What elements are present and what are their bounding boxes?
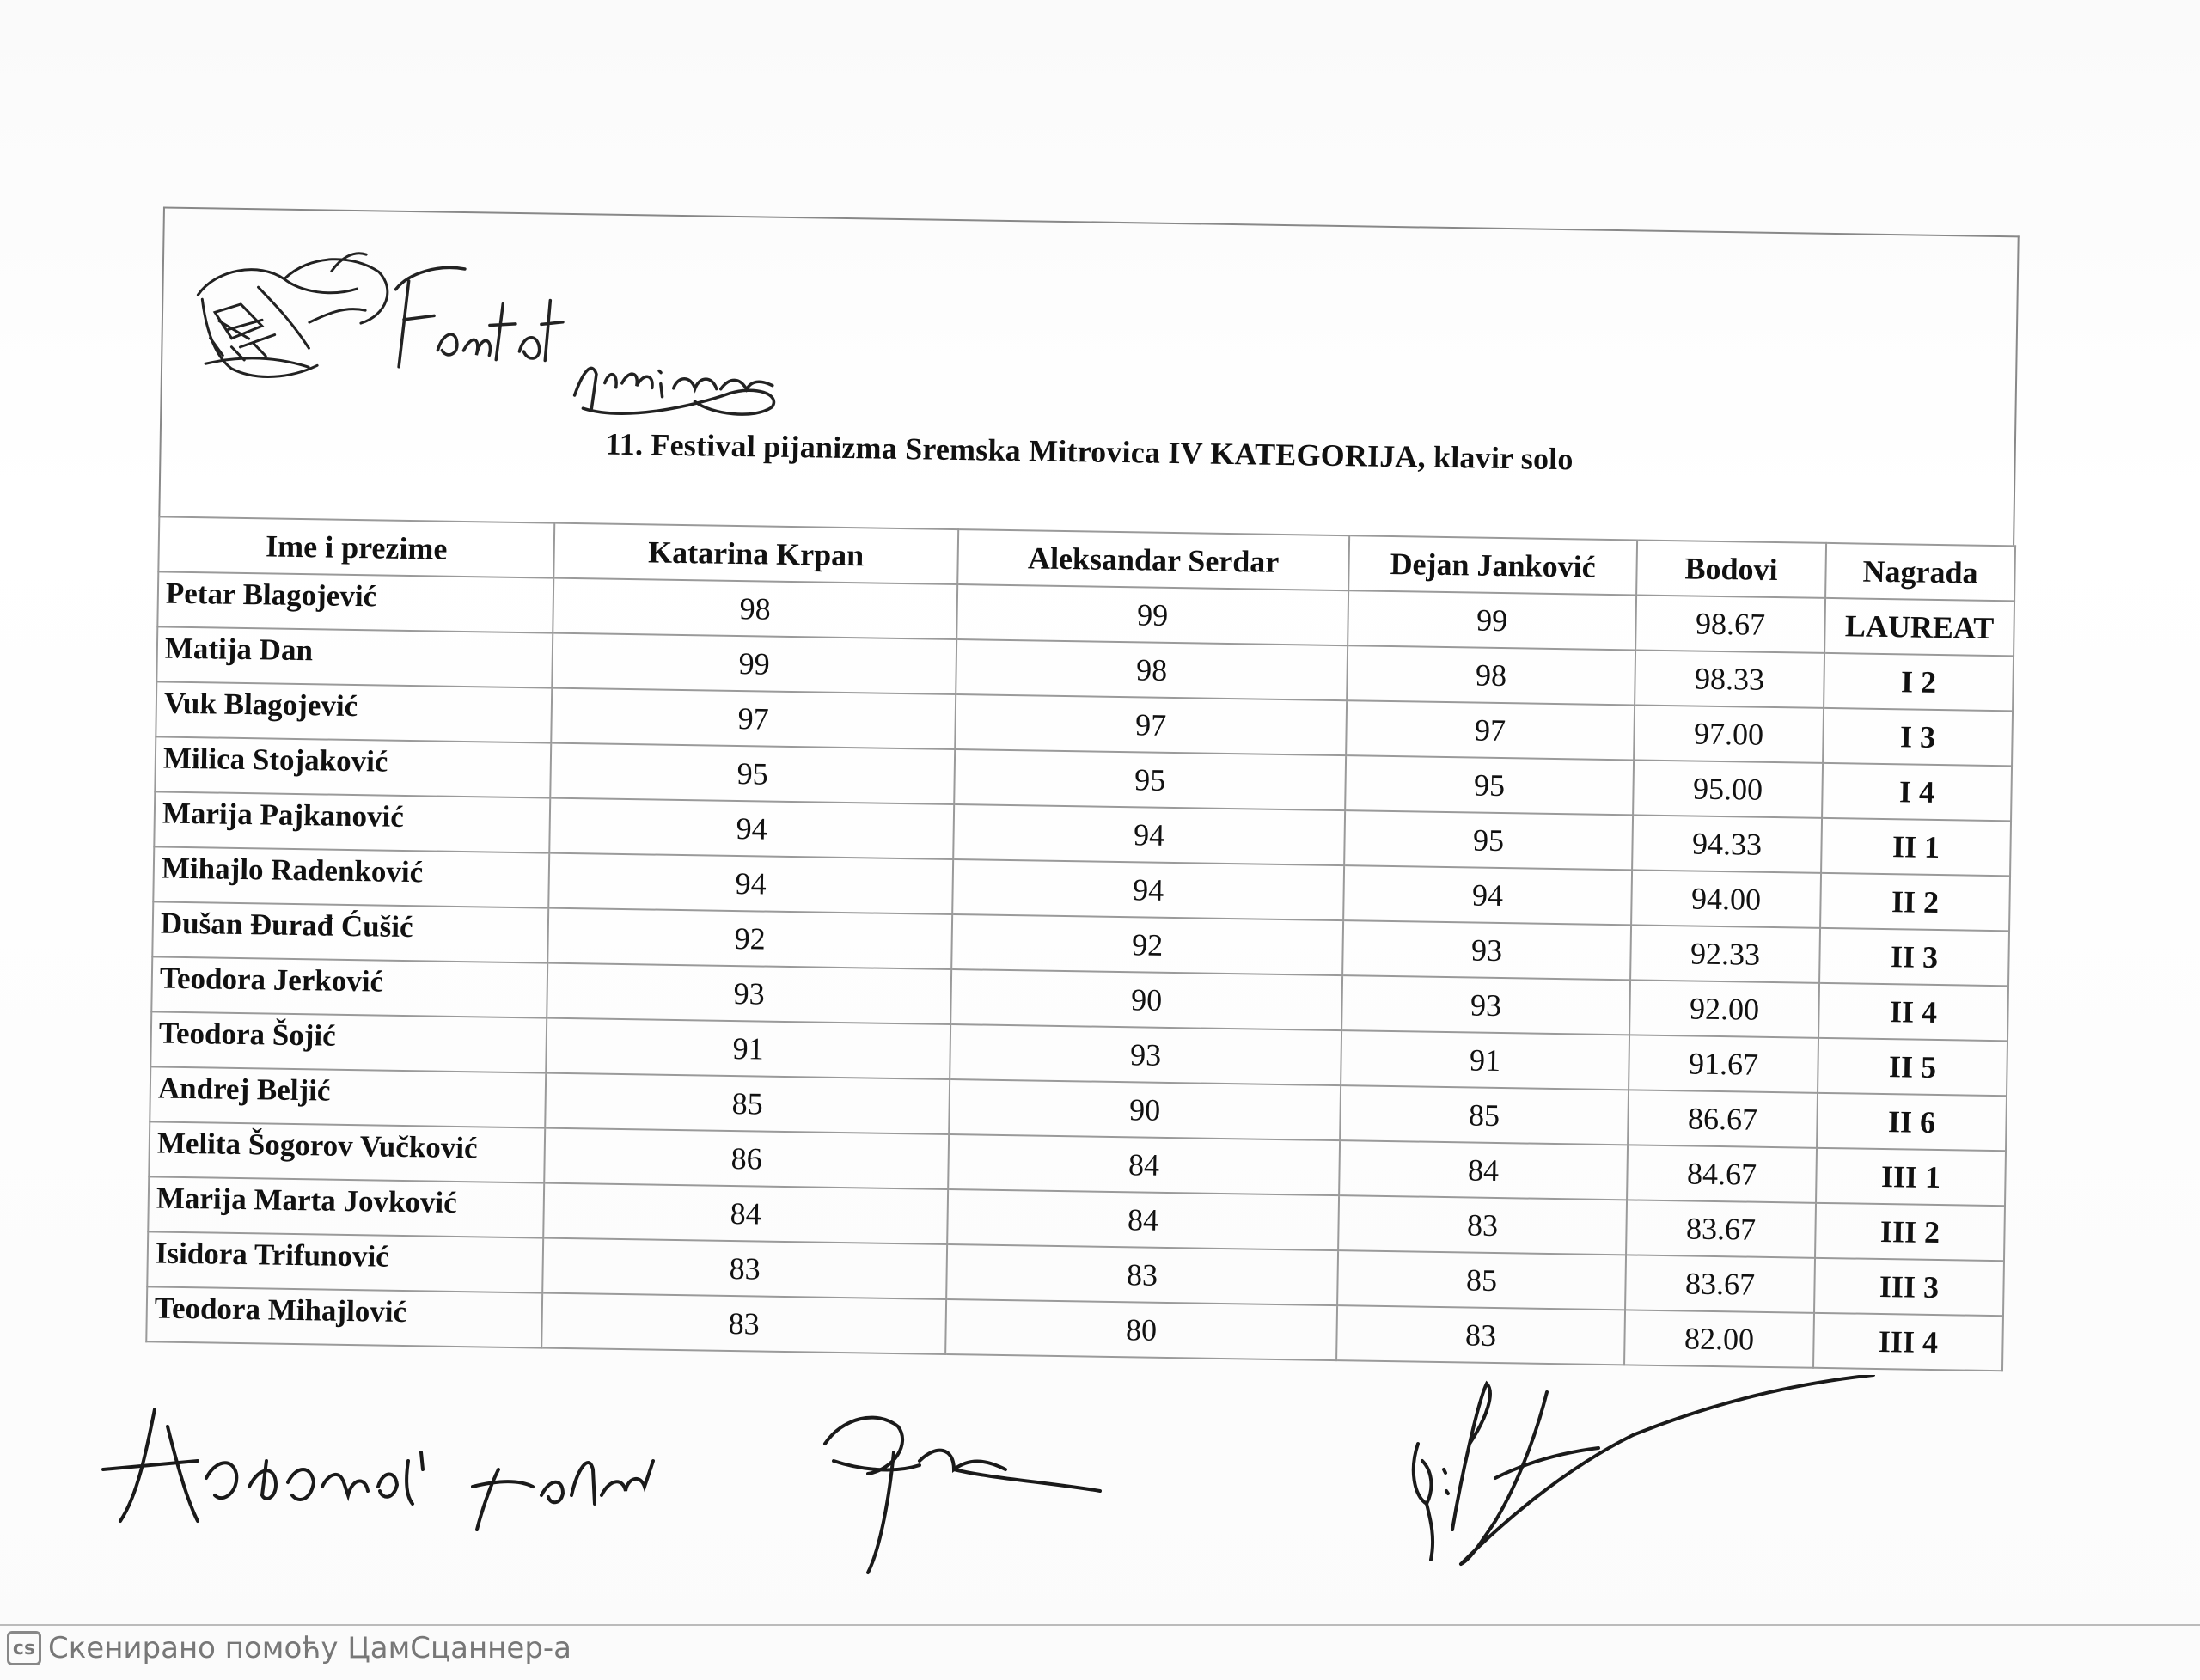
total-points: 84.67 <box>1627 1145 1817 1202</box>
contestant-name: Teodora Jerković <box>151 956 547 1017</box>
header-points: Bodovi <box>1636 540 1826 597</box>
contestant-name: Andrej Beljić <box>150 1066 546 1127</box>
signature-aleksandar-serdar <box>103 1409 653 1530</box>
award: II 2 <box>1820 873 2010 931</box>
score-juror-1: 83 <box>541 1293 946 1354</box>
document-sheet <box>119 206 2028 1439</box>
score-juror-2: 90 <box>950 969 1342 1030</box>
score-juror-3: 93 <box>1341 975 1630 1035</box>
total-points: 98.67 <box>1635 595 1825 652</box>
award: III 4 <box>1813 1313 2003 1371</box>
award: I 2 <box>1824 653 2014 711</box>
score-juror-1: 85 <box>545 1073 950 1134</box>
score-juror-2: 94 <box>952 859 1344 920</box>
score-juror-2: 97 <box>955 694 1347 755</box>
total-points: 97.00 <box>1634 705 1824 762</box>
award: I 4 <box>1822 763 2012 821</box>
results-table <box>145 516 2016 1371</box>
score-juror-3: 85 <box>1337 1250 1626 1310</box>
score-juror-3: 98 <box>1347 645 1635 705</box>
contestant-name: Melita Šogorov Vučković <box>149 1121 545 1182</box>
score-juror-3: 93 <box>1342 920 1631 980</box>
total-points: 98.33 <box>1635 650 1824 707</box>
score-juror-2: 94 <box>953 804 1345 865</box>
score-juror-2: 93 <box>950 1024 1341 1085</box>
score-juror-2: 84 <box>948 1134 1340 1195</box>
award: II 1 <box>1821 818 2011 876</box>
page-bottom-rule <box>0 1624 2200 1626</box>
award: III 3 <box>1814 1258 2004 1316</box>
total-points: 94.33 <box>1632 815 1822 872</box>
score-juror-3: 83 <box>1338 1195 1627 1255</box>
score-juror-3: 97 <box>1346 700 1635 760</box>
total-points: 92.33 <box>1630 925 1820 982</box>
score-juror-3: 95 <box>1345 755 1634 815</box>
total-points: 94.00 <box>1631 870 1821 927</box>
score-juror-3: 91 <box>1341 1030 1629 1090</box>
score-juror-2: 80 <box>945 1299 1337 1360</box>
scanner-watermark <box>7 1629 571 1667</box>
contestant-name: Milica Stojaković <box>155 736 551 797</box>
contestant-name: Marija Marta Jovković <box>148 1176 544 1237</box>
score-juror-2: 98 <box>956 639 1348 700</box>
score-juror-1: 84 <box>543 1183 948 1244</box>
score-juror-1: 97 <box>551 688 956 749</box>
camscanner-icon: cs <box>7 1631 41 1665</box>
contestant-name: Marija Pajkanović <box>154 791 550 852</box>
score-juror-1: 95 <box>550 743 955 804</box>
total-points: 82.00 <box>1624 1310 1814 1367</box>
contestant-name: Teodora Mihajlović <box>146 1286 542 1347</box>
total-points: 83.67 <box>1625 1255 1815 1312</box>
score-juror-2: 95 <box>954 749 1346 810</box>
score-juror-1: 94 <box>549 798 954 859</box>
total-points: 95.00 <box>1633 760 1823 817</box>
award: II 6 <box>1817 1093 2007 1151</box>
piano-sketch-icon <box>197 251 388 379</box>
contestant-name: Petar Blagojević <box>157 571 553 632</box>
header-juror-2: Aleksandar Serdar <box>957 529 1349 590</box>
contestant-name: Dušan Đurađ Ćušić <box>152 901 548 962</box>
document-title: 11. Festival pijanizma Sremska Mitrovica IV KATEGORIJA, klavir solo <box>605 426 1574 477</box>
score-juror-1: 94 <box>548 853 953 914</box>
score-juror-1: 91 <box>546 1018 950 1079</box>
score-juror-3: 83 <box>1336 1305 1625 1365</box>
score-juror-1: 99 <box>552 633 956 694</box>
award: II 3 <box>1819 928 2009 986</box>
total-points: 83.67 <box>1626 1200 1816 1257</box>
signature-katarina-krpan <box>825 1418 1100 1573</box>
header-juror-3: Dejan Janković <box>1348 535 1637 595</box>
score-juror-1: 92 <box>547 908 952 969</box>
score-juror-1: 86 <box>544 1128 949 1189</box>
award: LAUREAT <box>1824 598 2014 656</box>
score-juror-3: 99 <box>1348 590 1636 650</box>
header-juror-1: Katarina Krpan <box>553 523 958 584</box>
award: II 5 <box>1818 1038 2008 1096</box>
contestant-name: Matija Dan <box>156 626 553 687</box>
total-points: 86.67 <box>1628 1090 1818 1147</box>
score-juror-3: 84 <box>1339 1140 1628 1200</box>
score-juror-3: 95 <box>1344 810 1633 870</box>
total-points: 91.67 <box>1629 1035 1818 1092</box>
contestant-name: Vuk Blagojević <box>156 681 552 742</box>
score-juror-2: 99 <box>956 584 1348 645</box>
total-points: 92.00 <box>1629 980 1819 1037</box>
header-award: Nagrada <box>1825 543 2015 601</box>
award: II 4 <box>1818 983 2008 1041</box>
festival-logo <box>179 217 801 425</box>
score-juror-2: 92 <box>951 914 1343 975</box>
score-juror-1: 98 <box>553 578 957 639</box>
award: III 2 <box>1815 1203 2005 1261</box>
score-juror-1: 83 <box>542 1238 947 1299</box>
document-header <box>158 206 2019 545</box>
scanner-text: Скенирано помоћу ЦамСцаннер-а <box>48 1631 572 1665</box>
jury-signatures <box>86 1375 1977 1581</box>
score-juror-2: 90 <box>949 1079 1341 1140</box>
contestant-name: Mihajlo Radenković <box>153 846 549 907</box>
score-juror-3: 85 <box>1340 1085 1629 1145</box>
score-juror-2: 83 <box>946 1244 1338 1305</box>
award: III 1 <box>1816 1148 2006 1206</box>
header-name: Ime i prezime <box>158 516 554 577</box>
score-juror-1: 93 <box>547 963 951 1024</box>
contestant-name: Isidora Trifunović <box>147 1231 543 1292</box>
contestant-name: Teodora Šojić <box>150 1011 547 1072</box>
score-juror-2: 84 <box>947 1189 1339 1250</box>
award: I 3 <box>1823 708 2013 766</box>
score-juror-3: 94 <box>1343 865 1632 925</box>
signature-dejan-jankovic <box>1414 1375 1873 1564</box>
